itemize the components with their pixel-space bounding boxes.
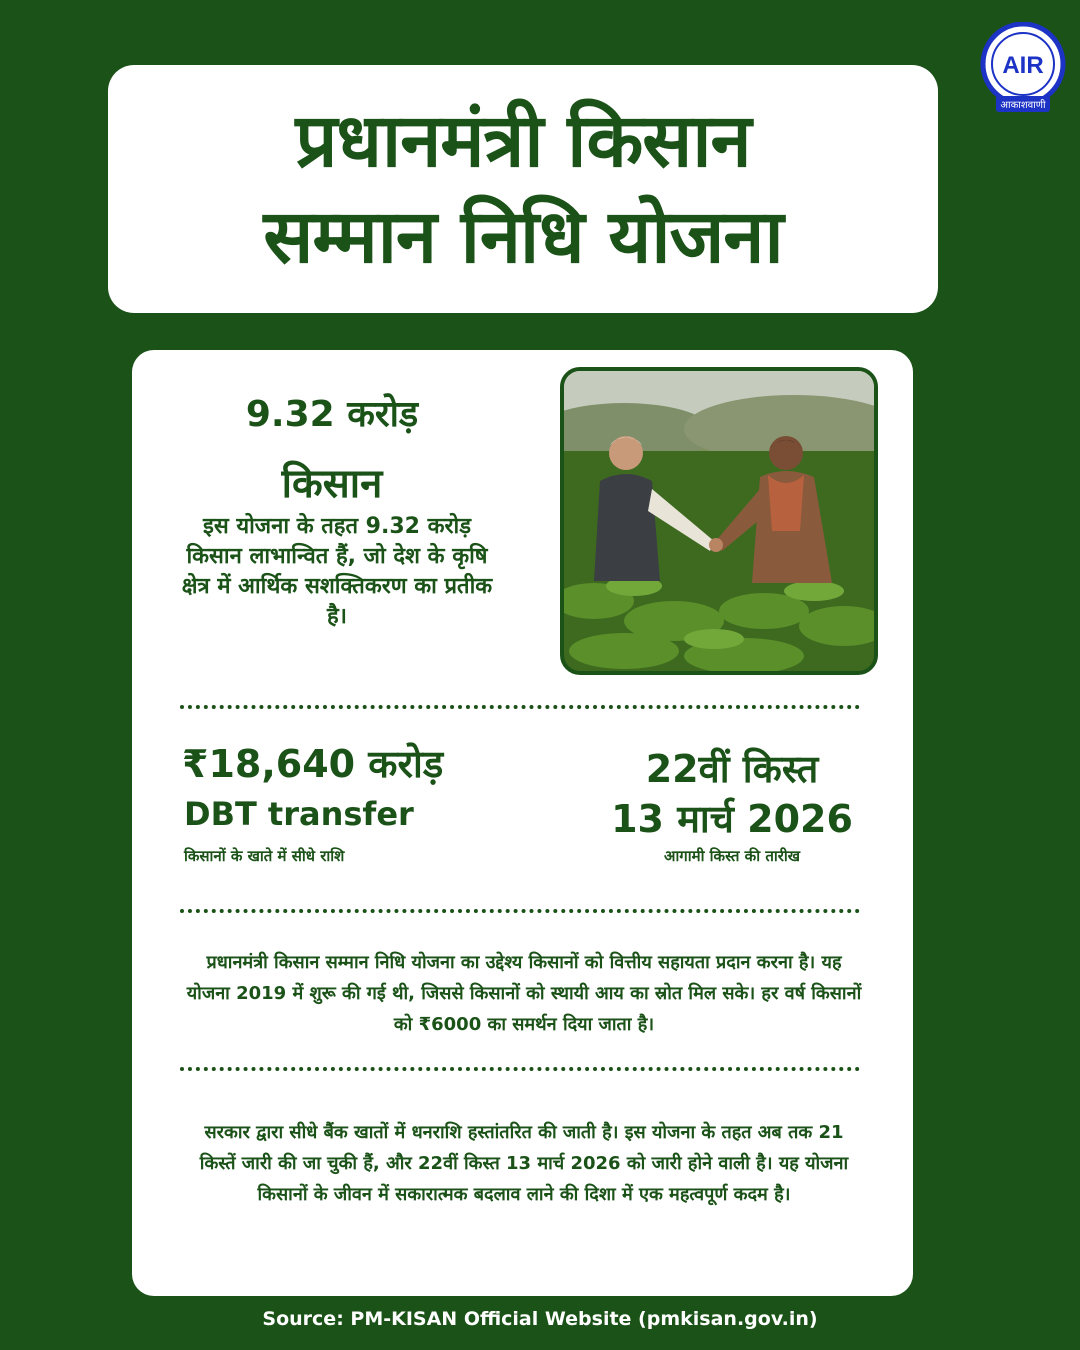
installment-title: 22वीं किस्त — [645, 747, 819, 791]
dbt-sub: किसानों के खाते में सीधे राशि — [184, 847, 345, 865]
dbt-amount: ₹18,640 करोड़ — [182, 742, 444, 786]
installment-sub: आगामी किस्त की तारीख — [663, 847, 801, 865]
installment-date: 13 मार्च 2026 — [611, 797, 853, 841]
beneficiaries-number: 9.32 करोड़ — [245, 394, 419, 435]
title-card — [108, 65, 938, 313]
paragraph-objective: प्रधानमंत्री किसान सम्मान निधि योजना का उद्देश्य किसानों को वित्तीय सहायता प्रदान करना है। यह योजना 2019 में शुरू की गई थी, जिससे किसानों को स्थायी आय का स्रोत मिल सके। हर वर्ष किसानों को ₹6000 का समर्थन दिया जाता है। — [186, 952, 862, 1035]
source-credit: Source: PM-KISAN Official Website (pmkisan.gov.in) — [262, 1308, 818, 1330]
divider-2 — [180, 909, 860, 913]
logo-monogram: AIR — [1002, 52, 1044, 79]
logo-text: आकाशवाणी — [1000, 100, 1046, 111]
all-india-radio-logo — [978, 22, 1068, 114]
title-line-1: प्रधानमंत्री किसान — [295, 98, 751, 184]
divider-1 — [180, 705, 860, 709]
paragraph-transfer: सरकार द्वारा सीधे बैंक खातों में धनराशि हस्तांतरित की जाती है। इस योजना के तहत अब तक 21 किस्तें जारी की जा चुकी हैं, और 22वीं किस्त 13 मार्च 2026 को जारी होने वाली है। यह योजना किसानों के जीवन में सकारात्मक बदलाव लाने की दिशा में एक महत्वपूर्ण कदम है। — [199, 1122, 849, 1205]
dbt-label: DBT transfer — [184, 795, 414, 833]
beneficiaries-word: किसान — [281, 461, 383, 507]
farmer-handshake-photo — [560, 367, 878, 675]
beneficiaries-description: इस योजना के तहत 9.32 करोड़ किसान लाभान्वित हैं, जो देश के कृषि क्षेत्र में आर्थिक सशक्तिकरण का प्रतीक है। — [181, 514, 493, 629]
main-card — [132, 350, 913, 1296]
divider-3 — [180, 1067, 860, 1071]
title-line-2: सम्मान निधि योजना — [263, 194, 783, 280]
